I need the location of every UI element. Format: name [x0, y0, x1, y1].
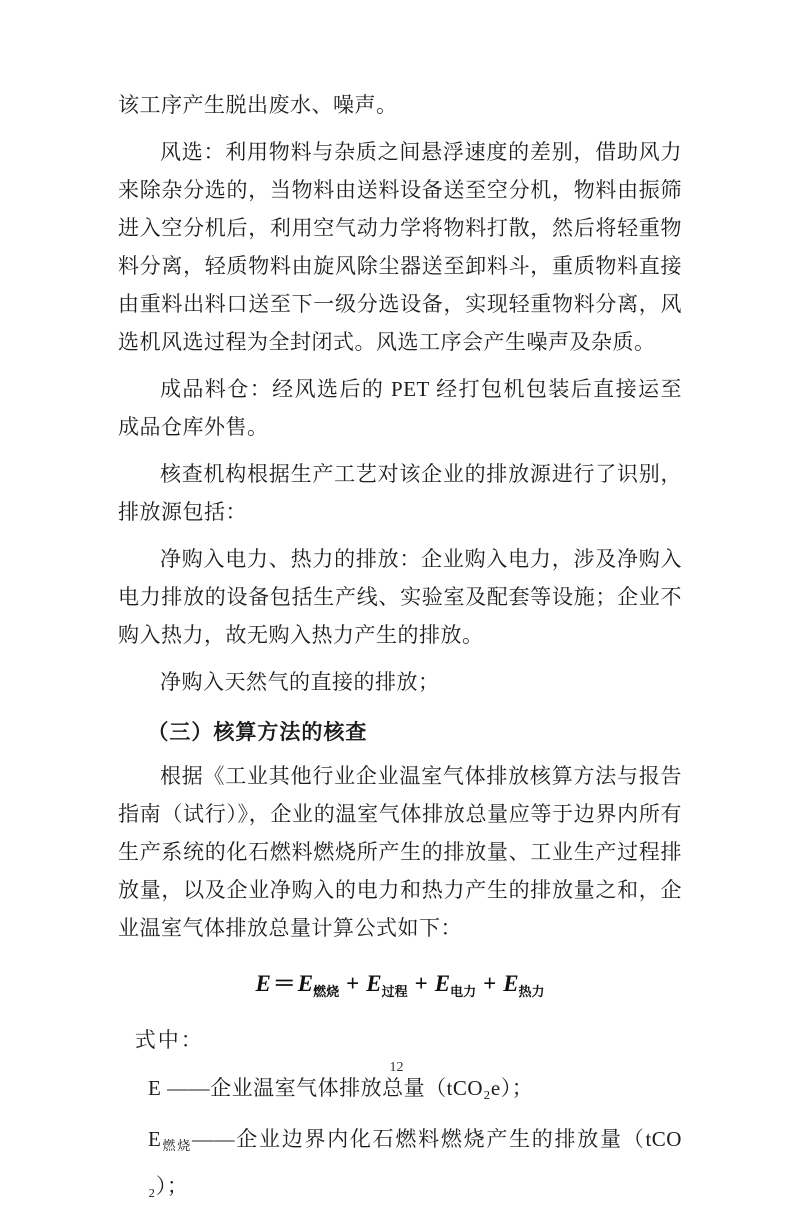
paragraph-process-wastewater: 该工序产生脱出废水、噪声。	[118, 93, 398, 117]
paragraph-finished-silo: 成品料仓：经风选后的 PET 经打包机包装后直接运至成品仓库外售。	[118, 377, 682, 439]
definition-total-emissions: E ——企业温室气体排放总量（tCO₂e）；	[148, 1076, 534, 1100]
plus-operator: +	[414, 971, 428, 996]
formula-lhs: E	[255, 971, 271, 996]
formula-where-label: 式中：	[134, 1028, 204, 1052]
plus-operator: +	[483, 971, 497, 996]
page-number: 12	[389, 1060, 404, 1075]
definition-combustion-emissions: $E_{燃烧}——$企业边界内化石燃料燃烧产生的排放量（tCO₂）；	[148, 1127, 682, 1198]
formula-total-emissions	[118, 963, 682, 1013]
formula-equals-sign: ＝	[272, 971, 296, 996]
formula-term-process: $E_{过程}$	[366, 971, 408, 999]
formula-term-heat: $E_{热力}$	[503, 971, 545, 999]
paragraph-accounting-guideline: 根据《工业其他行业企业温室气体排放核算方法与报告指南（试行）》，企业的温室气体排放总量应等于边界内所有生产系统的化石燃料燃烧所产生的排放量、工业生产过程排放量，以及企业净购入的电力和热力产生的排放量之和，企业温室气体排放总量计算公式如下：	[118, 764, 682, 940]
paragraph-emission-sources-intro: 核查机构根据生产工艺对该企业的排放源进行了识别，排放源包括：	[118, 462, 682, 524]
formula-term-combustion: $E_{燃烧}$	[297, 971, 340, 999]
formula-term-electricity: $E_{电力}$	[434, 971, 477, 999]
paragraph-purchased-natural-gas: 净购入天然气的直接的排放；	[160, 670, 440, 694]
section-heading-accounting-method: （三）核算方法的核查	[147, 720, 368, 744]
paragraph-purchased-electricity-heat: 净购入电力、热力的排放：企业购入电力，涉及净购入电力排放的设备包括生产线、实验室及配套等设施；企业不购入热力，故无购入热力产生的排放。	[118, 547, 682, 647]
page-footer	[0, 1060, 793, 1076]
document-body	[118, 86, 682, 1210]
plus-operator: +	[346, 971, 360, 996]
paragraph-air-separation: 风选：利用物料与杂质之间悬浮速度的差别，借助风力来除杂分选的，当物料由送料设备送至空分机，物料由振筛进入空分机后，利用空气动力学将物料打散，然后将轻重物料分离，轻质物料由旋风除尘器送至卸料斗，重质物料直接由重料出料口送至下一级分选设备，实现轻重物料分离，风选机风选过程为全封闭式。风选工序会产生噪声及杂质。	[118, 140, 682, 354]
